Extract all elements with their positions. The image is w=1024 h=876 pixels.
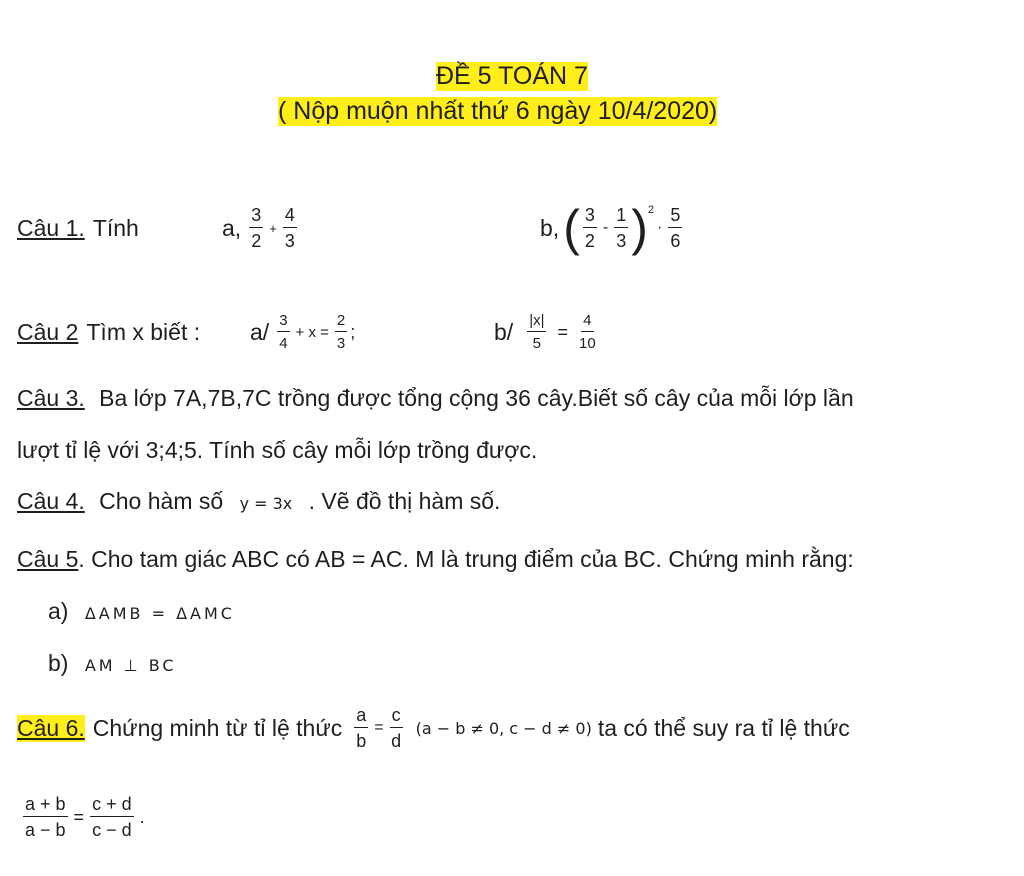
exponent: 2	[647, 204, 654, 216]
fraction: $\frac{2}{3}$	[336, 312, 346, 352]
fraction: $\frac{c}{d}$	[391, 705, 402, 751]
function-expression: y = 3x	[239, 494, 293, 513]
right-paren: )	[631, 200, 648, 256]
condition: (a − b ≠ 0, c − d ≠ 0)	[415, 718, 592, 738]
question-2a	[250, 302, 355, 362]
question-label: Câu 5	[17, 546, 79, 572]
fraction: $\frac{4}{10}$	[579, 312, 596, 352]
fraction: $\frac{|x|}{5}$	[529, 312, 545, 352]
question-text: Chứng minh từ tỉ lệ thức	[92, 714, 343, 741]
congruence-expression: ΔAMB = ΔAMC	[84, 604, 235, 623]
question-text: . Cho tam giác ABC có AB = AC. M là trung điểm của BC. Chứng minh rằng:	[78, 546, 854, 572]
equation-text: + x =	[295, 323, 329, 341]
question-4	[17, 488, 500, 515]
fraction: $\frac{3}{2}$	[251, 205, 262, 251]
question-3-line-2: lượt tỉ lệ với 3;4;5. Tính số cây mỗi lớp trồng được.	[17, 437, 538, 463]
part-prefix: a,	[222, 214, 242, 241]
question-5a	[48, 598, 235, 625]
fraction: $\frac{4}{3}$	[284, 205, 295, 251]
question-text: . Vẽ đồ thị hàm số.	[308, 488, 501, 514]
fraction: $\frac{c + d}{c - d}$	[92, 794, 132, 840]
perpendicular-expression: AM ⊥ BC	[84, 656, 177, 675]
deadline-note: ( Nộp muộn nhất thứ 6 ngày 10/4/2020)	[278, 97, 718, 125]
fraction: $\frac{5}{6}$	[670, 205, 681, 251]
operator: ·	[656, 219, 663, 236]
question-6-result	[20, 782, 145, 852]
fraction: $\frac{3}{2}$	[584, 205, 595, 251]
operator: -	[602, 219, 609, 236]
part-prefix: a/	[250, 318, 270, 345]
question-label: Câu 1.	[17, 214, 85, 241]
separator: ;	[350, 321, 356, 342]
question-label: Câu 2	[17, 318, 79, 345]
question-5b	[48, 650, 177, 677]
question-1	[17, 198, 139, 258]
question-label: Câu 4.	[17, 488, 85, 514]
part-prefix: b,	[540, 214, 560, 241]
question-2	[17, 302, 200, 362]
question-label: Câu 6.	[17, 714, 85, 741]
part-label: a)	[48, 598, 69, 624]
question-instruction: Tìm x biết :	[86, 318, 201, 345]
equals-sign: =	[73, 806, 85, 827]
question-5	[17, 546, 854, 573]
question-6	[17, 698, 850, 758]
fraction: $\frac{a}{b}$	[356, 705, 367, 751]
question-instruction: Tính	[92, 214, 139, 241]
question-text: ta có thể suy ra tỉ lệ thức	[597, 714, 850, 741]
fraction: $\frac{3}{4}$	[279, 312, 288, 352]
question-text: Cho hàm số	[99, 488, 224, 514]
question-1b	[540, 193, 685, 263]
fraction: $\frac{1}{3}$	[616, 205, 627, 251]
fraction: $\frac{a + b}{a - b}$	[25, 794, 66, 840]
period: .	[139, 806, 145, 827]
equals-sign: =	[557, 321, 568, 342]
exam-title: ĐỀ 5 TOÁN 7	[436, 62, 588, 90]
part-label: b)	[48, 650, 69, 676]
question-1a	[222, 198, 300, 258]
part-prefix: b/	[494, 318, 514, 345]
question-text: Ba lớp 7A,7B,7C trồng được tổng cộng 36 cây.Biết số cây của mỗi lớp lần	[99, 385, 854, 411]
equals-sign: =	[374, 719, 384, 736]
question-2b	[494, 302, 599, 362]
left-paren: (	[563, 200, 580, 256]
question-label: Câu 3.	[17, 385, 85, 411]
question-3-line-1	[17, 385, 854, 412]
operator: +	[269, 220, 277, 236]
